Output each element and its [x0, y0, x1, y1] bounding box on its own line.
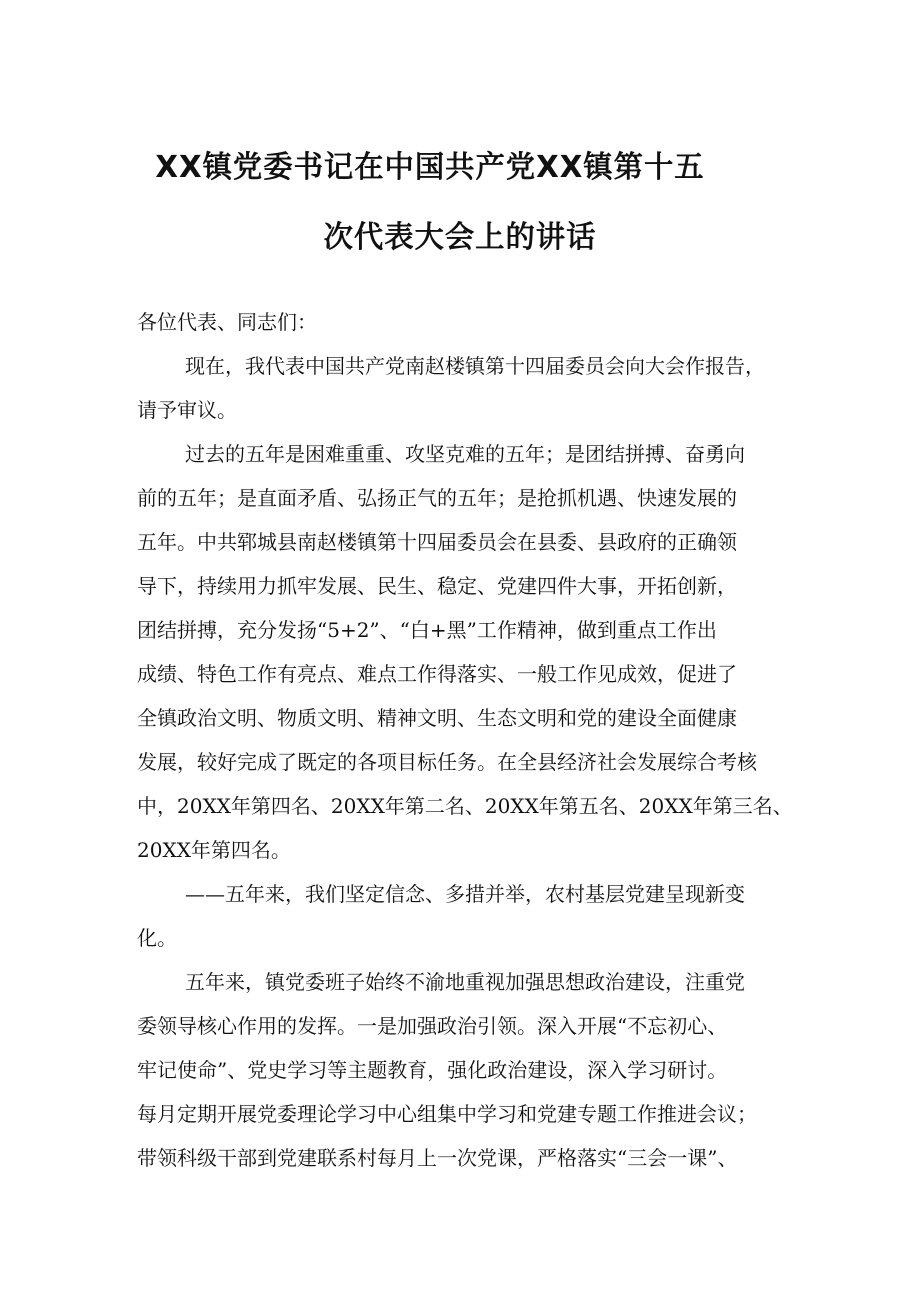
text-line: 现在，我代表中国共产党南赵楼镇第十四届委员会向大会作报告， — [185, 354, 765, 378]
text-line: 成绩、特色工作有亮点、难点工作得落实、一般工作见成效，促进了 — [137, 662, 737, 686]
text-line: 牢记使命”、党史学习等主题教育，强化政治建设，深入学习研讨。 — [137, 1058, 728, 1082]
text-line: 过去的五年是困难重重、攻坚克难的五年；是团结拼搏、奋勇向 — [185, 442, 745, 466]
document-title-line-1: XX镇党委书记在中国共产党XX镇第十五 — [155, 150, 705, 185]
text-line: 委领导核心作用的发挥。一是加强政治引领。深入开展“不忘初心、 — [137, 1014, 728, 1038]
text-line: 化。 — [137, 926, 177, 950]
text-line: 发展，较好完成了既定的各项目标任务。在全县经济社会发展综合考核 — [137, 750, 757, 774]
text-line: 导下，持续用力抓牢发展、民生、稳定、党建四件大事，开拓创新， — [137, 574, 737, 598]
text-line: 带领科级干部到党建联系村每月上一次党课，严格落实“三会一课”、 — [137, 1146, 738, 1170]
text-line: 请予审议。 — [137, 398, 237, 422]
text-line: 中，20XX年第四名、20XX年第二名、20XX年第五名、20XX年第三名、 — [137, 794, 793, 818]
text-line: 前的五年；是直面矛盾、弘扬正气的五年；是抢抓机遇、快速发展的 — [137, 486, 737, 510]
text-line: 各位代表、同志们： — [137, 310, 317, 334]
text-line: 每月定期开展党委理论学习中心组集中学习和党建专题工作推进会议； — [137, 1102, 757, 1126]
text-line: 五年。中共郓城县南赵楼镇第十四届委员会在县委、县政府的正确领 — [137, 530, 737, 554]
text-line: 团结拼搏，充分发扬“5+2”、“白+黑”工作精神，做到重点工作出 — [137, 618, 717, 642]
text-line: 20XX年第四名。 — [137, 838, 291, 862]
document-title-line-2: 次代表大会上的讲话 — [323, 220, 597, 255]
text-line: 五年来，镇党委班子始终不渝地重视加强思想政治建设，注重党 — [185, 970, 745, 994]
text-line: ——五年来，我们坚定信念、多措并举，农村基层党建呈现新变 — [185, 882, 745, 906]
text-line: 全镇政治文明、物质文明、精神文明、生态文明和党的建设全面健康 — [137, 706, 737, 730]
